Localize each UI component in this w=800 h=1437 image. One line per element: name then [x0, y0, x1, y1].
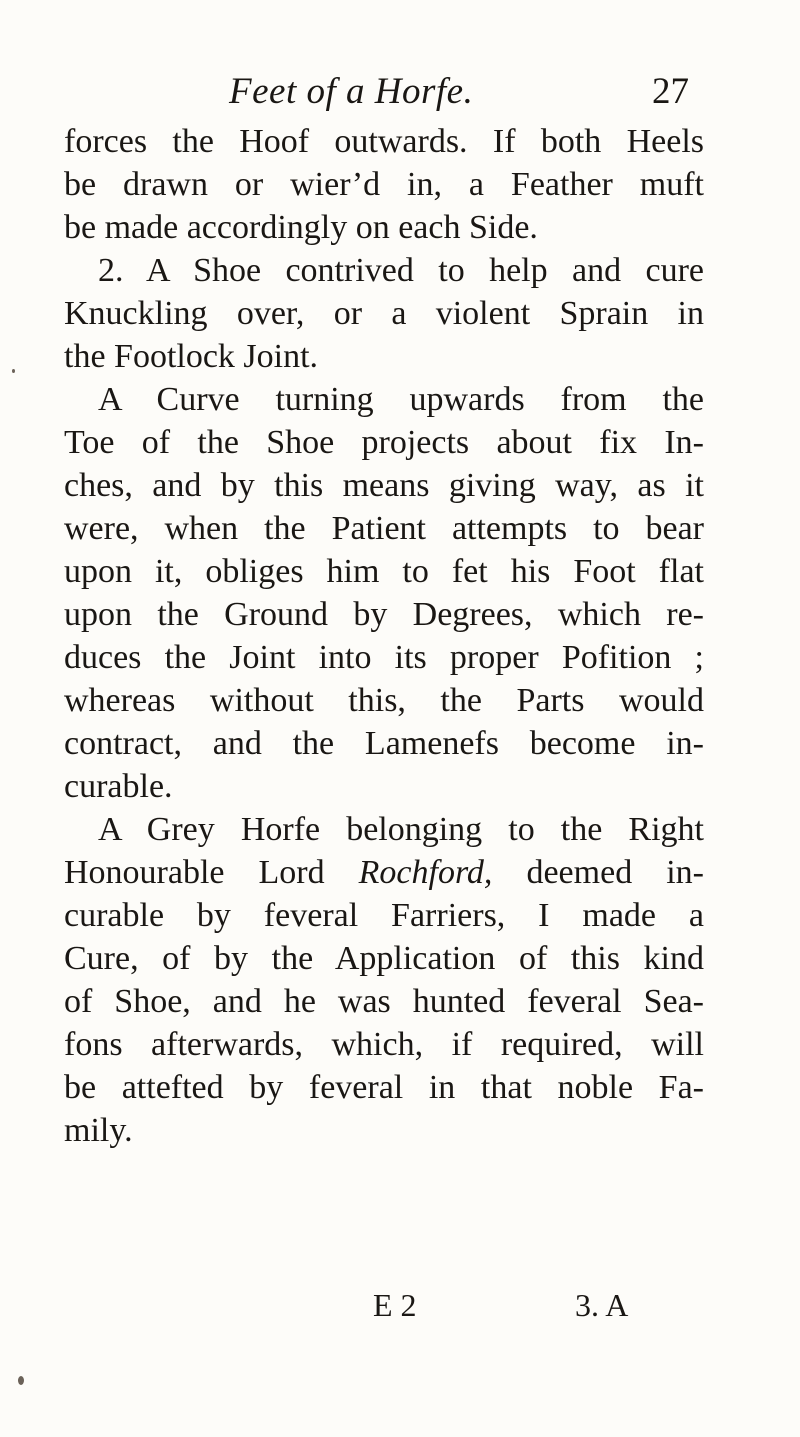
- text-line: Cure, of by the Application of this kind: [64, 940, 704, 977]
- text-line: be attefted by feveral in that noble Fa-: [64, 1069, 704, 1106]
- text-line: Knuckling over, or a violent Sprain in: [64, 295, 704, 332]
- text-line: contract, and the Lamenefs become in-: [64, 725, 704, 762]
- text-line: curable.: [64, 768, 173, 805]
- text-line: were, when the Patient attempts to bear: [64, 510, 704, 547]
- text-line: ches, and by this means giving way, as it: [64, 467, 704, 504]
- text-segment: deemed in-: [526, 854, 704, 891]
- text-line: be drawn or wier’d in, a Feather muft: [64, 166, 704, 203]
- text-line: curable by feveral Farriers, I made a: [64, 897, 704, 934]
- text-line: A Grey Horfe belonging to the Right: [98, 811, 704, 848]
- text-line: fons afterwards, which, if required, will: [64, 1026, 704, 1063]
- text-line: A Curve turning upwards from the: [98, 381, 704, 418]
- text-line: 2. A Shoe contrived to help and cure: [98, 252, 704, 289]
- catchword: 3. A: [575, 1287, 629, 1323]
- text-line: duces the Joint into its proper Pofition ;: [64, 639, 704, 676]
- running-head: [229, 64, 689, 120]
- text-line: whereas without this, the Parts would: [64, 682, 704, 719]
- page-number: 27: [652, 71, 689, 112]
- page-footer: [0, 1280, 800, 1330]
- text-line: of Shoe, and he was hunted feveral Sea-: [64, 983, 704, 1020]
- body-text: [64, 120, 704, 1152]
- text-segment: Honourable Lord: [64, 854, 325, 891]
- text-line: be made accordingly on each Side.: [64, 209, 538, 246]
- text-line: upon it, obliges him to fet his Foot flat: [64, 553, 704, 590]
- text-line: the Footlock Joint.: [64, 338, 319, 375]
- text-line: mily.: [64, 1112, 133, 1149]
- text-line: forces the Hoof outwards. If both Heels: [64, 123, 704, 160]
- italic-name: Rochford,: [358, 854, 493, 891]
- ink-speck: [18, 1376, 24, 1385]
- text-line: Toe of the Shoe projects about fix In-: [64, 424, 704, 461]
- signature-mark: E 2: [373, 1287, 417, 1323]
- text-line-with-name: [64, 851, 704, 894]
- ink-speck: [12, 369, 15, 373]
- running-title: Feet of a Horfe.: [229, 71, 474, 112]
- text-line: upon the Ground by Degrees, which re-: [64, 596, 704, 633]
